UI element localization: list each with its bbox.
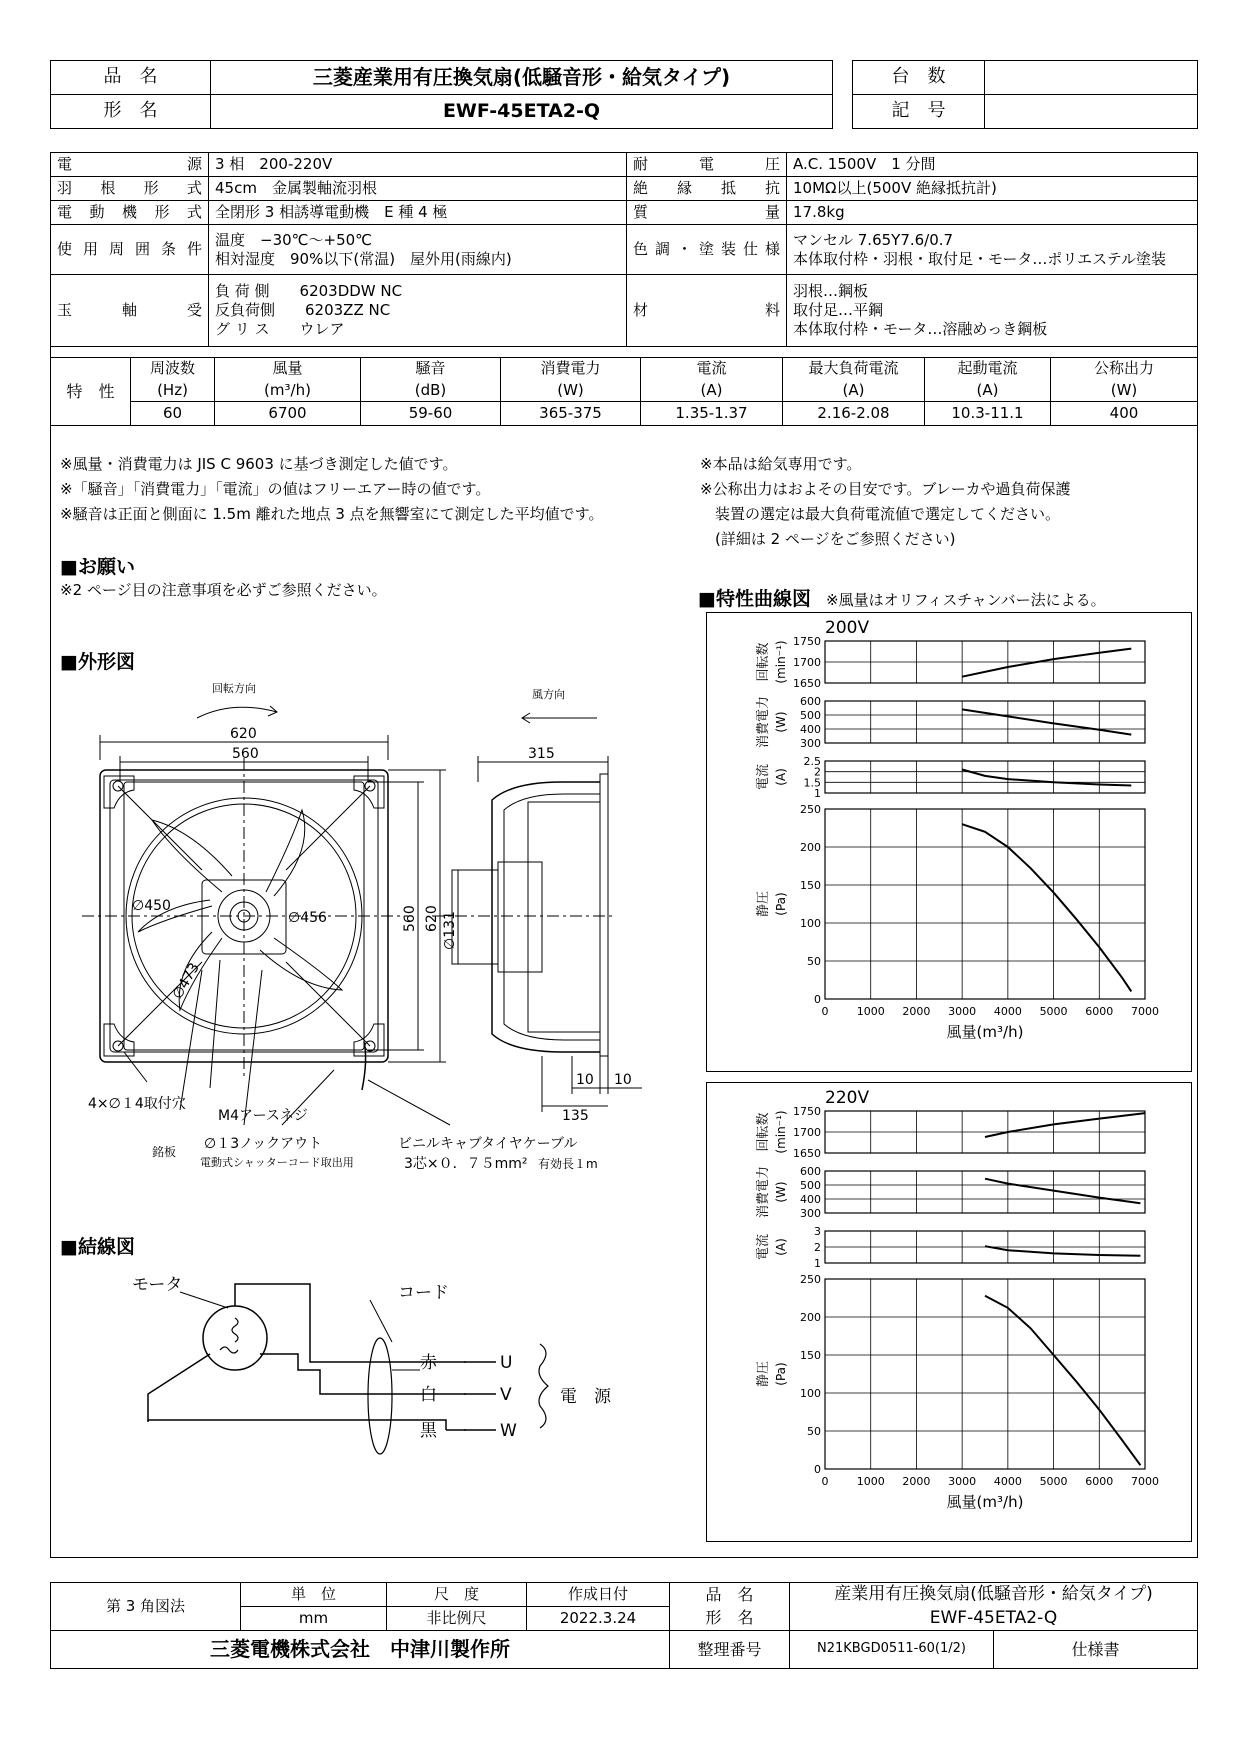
y-axis-unit: (min⁻¹) bbox=[774, 1110, 788, 1154]
perf-h1: 風量 bbox=[215, 358, 361, 380]
dim-620-side: 620 bbox=[424, 905, 440, 932]
x-tick-label: 4000 bbox=[993, 1005, 1022, 1018]
panel-frame bbox=[825, 1171, 1145, 1213]
y-axis-label: 回転数 bbox=[756, 642, 771, 682]
label-earth: M4アースネジ bbox=[218, 1108, 308, 1124]
perf-h2: (m³/h) bbox=[215, 380, 361, 402]
terminal-u: U bbox=[500, 1353, 513, 1373]
y-tick-label: 1750 bbox=[793, 635, 821, 648]
label-nameplate: 銘板 bbox=[152, 1145, 177, 1159]
date-value: 2022.3.24 bbox=[527, 1607, 670, 1631]
y-axis-label: 消費電力 bbox=[756, 695, 771, 749]
unit-value: mm bbox=[241, 1607, 387, 1631]
kigo-value bbox=[985, 95, 1198, 129]
dim-135: 135 bbox=[562, 1108, 589, 1124]
wiring-motor-label: モータ bbox=[132, 1275, 183, 1295]
y-axis-label: 静圧 bbox=[756, 890, 771, 918]
shitsuryo-value: 17.8kg bbox=[787, 201, 1198, 225]
wire-black: 黒 bbox=[420, 1421, 437, 1441]
perf-h1: 最大負荷電流 bbox=[783, 358, 925, 380]
y-tick-label: 250 bbox=[800, 803, 821, 816]
y-axis-unit: (A) bbox=[774, 1238, 788, 1256]
x-tick-label: 0 bbox=[821, 1475, 829, 1488]
onegai-text: ※2 ページ目の注意事項を必ずご参照ください。 bbox=[60, 581, 387, 599]
env-label: 使用周囲条件 bbox=[51, 225, 209, 275]
x-tick-label: 0 bbox=[821, 1005, 829, 1018]
perf-value: 59-60 bbox=[361, 402, 501, 426]
series-line bbox=[985, 1296, 1140, 1466]
dim-315: 315 bbox=[528, 746, 555, 762]
taidenatsu-value: A.C. 1500V 1 分間 bbox=[787, 153, 1198, 177]
y-tick-label: 200 bbox=[800, 1311, 821, 1324]
hinmei-label: 品 名 bbox=[51, 61, 211, 95]
chart-220v-box bbox=[706, 1082, 1192, 1542]
color-value-munsell: マンセル 7.65Y7.6/0.7 bbox=[793, 230, 954, 249]
perf-h2: (A) bbox=[783, 380, 925, 402]
note-line: (詳細は 2 ページをご参照ください) bbox=[700, 530, 956, 548]
kessen-title: ■結線図 bbox=[60, 1236, 135, 1258]
x-tick-label: 4000 bbox=[993, 1475, 1022, 1488]
note-line: ※公称出力はおよその目安です。ブレーカや過負荷保護 bbox=[700, 480, 1071, 498]
projection: 第 3 角図法 bbox=[51, 1583, 241, 1631]
y-tick-label: 150 bbox=[800, 879, 821, 892]
x-axis-label: 風量(m³/h) bbox=[946, 1493, 1024, 1511]
panel-frame bbox=[825, 701, 1145, 743]
y-tick-label: 500 bbox=[800, 709, 821, 722]
note-line: 装置の選定は最大負荷電流値で選定してください。 bbox=[700, 505, 1061, 523]
color-value-coating: 本体取付枠・羽根・取付足・モータ…ポリエステル塗装 bbox=[793, 249, 1167, 268]
perf-value: 2.16-2.08 bbox=[783, 402, 925, 426]
company-name: 三菱電機株式会社 中津川製作所 bbox=[51, 1631, 670, 1669]
y-tick-label: 2 bbox=[814, 1241, 821, 1254]
material-label: 材料 bbox=[627, 275, 787, 347]
y-tick-label: 100 bbox=[800, 1387, 821, 1400]
header-count-table bbox=[852, 60, 1198, 129]
material-foot: 取付足…平鋼 bbox=[793, 301, 884, 320]
dim-450: ∅450 bbox=[132, 898, 171, 914]
y-axis-label: 回転数 bbox=[756, 1112, 771, 1152]
date-label: 作成日付 bbox=[527, 1583, 670, 1607]
env-value-temp: 温度 −30℃〜+50℃ bbox=[215, 230, 373, 249]
y-tick-label: 0 bbox=[814, 1463, 821, 1476]
panel-frame bbox=[825, 1279, 1145, 1469]
chart-title: 200V bbox=[825, 618, 870, 638]
motor-value: 全閉形 3 相誘導電動機 E 種 4 極 bbox=[209, 201, 627, 225]
x-tick-label: 5000 bbox=[1039, 1005, 1068, 1018]
dim-560-top: 560 bbox=[232, 746, 259, 762]
series-line bbox=[985, 1113, 1145, 1137]
bearing-grease: グ リ ス ウレア bbox=[215, 319, 345, 338]
perf-value: 1.35-1.37 bbox=[641, 402, 783, 426]
dim-456: ∅456 bbox=[288, 910, 327, 926]
footer-table bbox=[50, 1582, 1198, 1669]
footer-hinmei-value: 産業用有圧換気扇(低騒音形・給気タイプ) bbox=[790, 1583, 1198, 1607]
x-tick-label: 1000 bbox=[856, 1475, 885, 1488]
y-tick-label: 1 bbox=[814, 1257, 821, 1270]
panel-frame bbox=[825, 809, 1145, 999]
note-line: ※風量・消費電力は JIS C 9603 に基づき測定した値です。 bbox=[60, 455, 458, 473]
y-axis-unit: (W) bbox=[774, 1181, 788, 1203]
footer-katamei-value: EWF-45ETA2-Q bbox=[790, 1607, 1198, 1631]
katamei-label: 形 名 bbox=[51, 95, 211, 129]
y-tick-label: 1650 bbox=[793, 1147, 821, 1160]
env-value bbox=[209, 225, 627, 275]
bearing-label: 玉軸受 bbox=[51, 275, 209, 347]
label-knockout: ∅１3ノックアウト bbox=[204, 1136, 323, 1152]
chart-200v bbox=[707, 613, 1191, 1071]
perf-value: 60 bbox=[131, 402, 215, 426]
wind-label: 風方向 bbox=[532, 688, 565, 701]
x-tick-label: 6000 bbox=[1085, 1475, 1114, 1488]
y-tick-label: 600 bbox=[800, 695, 821, 708]
kigo-label: 記 号 bbox=[853, 95, 985, 129]
tokusei-note: ※風量はオリフィスチャンバー法による。 bbox=[826, 591, 1106, 609]
unit-label: 単 位 bbox=[241, 1583, 387, 1607]
y-tick-label: 300 bbox=[800, 1207, 821, 1220]
perf-h1: 騒音 bbox=[361, 358, 501, 380]
bearing-load-side: 負 荷 側 6203DDW NC bbox=[215, 282, 403, 301]
dim-620-top: 620 bbox=[230, 726, 257, 742]
dim-10b: 10 bbox=[614, 1072, 632, 1088]
material-frame: 本体取付枠・モータ…溶融めっき鋼板 bbox=[793, 319, 1048, 338]
series-line bbox=[985, 1246, 1140, 1256]
x-tick-label: 6000 bbox=[1085, 1005, 1114, 1018]
y-tick-label: 1.5 bbox=[803, 776, 821, 790]
y-tick-label: 1700 bbox=[793, 1126, 821, 1139]
perf-h1: 周波数 bbox=[131, 358, 215, 380]
note-line: ※騒音は正面と側面に 1.5m 離れた地点 3 点を無響室にて測定した平均値です。 bbox=[60, 505, 604, 523]
scale-label: 尺 度 bbox=[387, 1583, 527, 1607]
perf-value: 6700 bbox=[215, 402, 361, 426]
perf-h2: (A) bbox=[641, 380, 783, 402]
y-axis-unit: (W) bbox=[774, 711, 788, 733]
dim-473: ∅473 bbox=[169, 960, 203, 1002]
label-cable-len: 有効長１m bbox=[538, 1157, 598, 1171]
y-axis-unit: (Pa) bbox=[774, 1362, 788, 1386]
rotation-arrow bbox=[197, 707, 277, 718]
label-cable: ビニルキャブタイヤケーブル bbox=[398, 1136, 578, 1152]
perf-h2: (W) bbox=[1051, 380, 1198, 402]
x-tick-label: 7000 bbox=[1131, 1475, 1159, 1488]
y-axis-label: 消費電力 bbox=[756, 1165, 771, 1219]
perf-table bbox=[50, 357, 1198, 426]
perf-h2: (Hz) bbox=[131, 380, 215, 402]
tokusei-title: ■特性曲線図 bbox=[698, 588, 811, 610]
model-name: EWF-45ETA2-Q bbox=[211, 95, 833, 129]
panel-frame bbox=[825, 761, 1145, 793]
perf-value: 400 bbox=[1051, 402, 1198, 426]
y-tick-label: 1 bbox=[814, 787, 821, 800]
dim-10a: 10 bbox=[576, 1072, 594, 1088]
taidenatsu-label: 耐電圧 bbox=[627, 153, 787, 177]
y-tick-label: 150 bbox=[800, 1349, 821, 1362]
chart-200v-box bbox=[706, 612, 1192, 1072]
scale-value: 非比例尺 bbox=[387, 1607, 527, 1631]
dim-560-side: 560 bbox=[402, 905, 418, 932]
y-tick-label: 3 bbox=[814, 1225, 821, 1238]
dengen-label: 電源 bbox=[51, 153, 209, 177]
gaikei-title: ■外形図 bbox=[60, 651, 135, 673]
dengen-value: 3 相 200-220V bbox=[209, 153, 627, 177]
perf-value: 365-375 bbox=[501, 402, 641, 426]
x-tick-label: 2000 bbox=[902, 1005, 931, 1018]
chart-title: 220V bbox=[825, 1088, 870, 1108]
y-tick-label: 2 bbox=[814, 765, 821, 779]
x-tick-label: 3000 bbox=[948, 1475, 977, 1488]
notes-right bbox=[700, 452, 1070, 552]
series-line bbox=[962, 824, 1131, 991]
series-line bbox=[985, 1179, 1140, 1204]
x-tick-label: 2000 bbox=[902, 1475, 931, 1488]
y-tick-label: 100 bbox=[800, 917, 821, 930]
product-name: 三菱産業用有圧換気扇(低騒音形・給気タイプ) bbox=[211, 61, 833, 95]
note-line: ※本品は給気専用です。 bbox=[700, 455, 862, 473]
series-line bbox=[962, 709, 1131, 734]
daisu-label: 台 数 bbox=[853, 61, 985, 95]
wiring-cord-label: コード bbox=[398, 1283, 449, 1303]
y-tick-label: 500 bbox=[800, 1179, 821, 1192]
footer-hinmei-label: 品 名 bbox=[670, 1583, 790, 1607]
perf-value: 10.3-11.1 bbox=[925, 402, 1051, 426]
wiring-diagram bbox=[120, 1270, 640, 1470]
y-axis-label: 静圧 bbox=[756, 1360, 771, 1388]
y-tick-label: 1750 bbox=[793, 1105, 821, 1118]
y-tick-label: 300 bbox=[800, 737, 821, 750]
power-label: 電 源 bbox=[560, 1387, 611, 1407]
x-tick-label: 3000 bbox=[948, 1005, 977, 1018]
motor-symbol bbox=[203, 1306, 267, 1370]
footer-katamei-label: 形 名 bbox=[670, 1607, 790, 1631]
color-label: 色調・塗装仕様 bbox=[627, 225, 787, 275]
y-axis-label: 電流 bbox=[756, 763, 771, 791]
y-axis-label: 電流 bbox=[756, 1233, 771, 1261]
color-value bbox=[787, 225, 1198, 275]
chart-220v bbox=[707, 1083, 1191, 1541]
x-tick-label: 5000 bbox=[1039, 1475, 1068, 1488]
perf-h1: 公称出力 bbox=[1051, 358, 1198, 380]
y-tick-label: 1700 bbox=[793, 656, 821, 669]
onegai-title: ■お願い bbox=[60, 556, 135, 578]
side-housing bbox=[492, 782, 600, 1052]
material-value bbox=[787, 275, 1198, 347]
doc-type: 仕様書 bbox=[994, 1631, 1198, 1669]
series-line bbox=[962, 649, 1131, 677]
y-tick-label: 600 bbox=[800, 1165, 821, 1178]
y-tick-label: 2.5 bbox=[803, 755, 821, 768]
y-tick-label: 50 bbox=[807, 1425, 821, 1438]
y-tick-label: 0 bbox=[814, 993, 821, 1006]
terminal-v: V bbox=[500, 1385, 512, 1405]
y-tick-label: 1650 bbox=[793, 677, 821, 690]
outline-drawing bbox=[52, 670, 682, 1180]
seiri-value: N21KBGD0511-60(1/2) bbox=[790, 1631, 994, 1669]
y-tick-label: 200 bbox=[800, 841, 821, 854]
perf-h2: (dB) bbox=[361, 380, 501, 402]
daisu-value bbox=[985, 61, 1198, 95]
hane-value: 45cm 金属製軸流羽根 bbox=[209, 177, 627, 201]
x-tick-label: 7000 bbox=[1131, 1005, 1159, 1018]
label-cable-spec: 3芯×０．７５mm² bbox=[404, 1156, 528, 1172]
label-shutter: 電動式シャッターコード取出用 bbox=[200, 1156, 354, 1169]
dim-131: ∅131 bbox=[442, 911, 458, 950]
y-axis-unit: (Pa) bbox=[774, 892, 788, 916]
note-line: ※「騒音」「消費電力」「電流」の値はフリーエアー時の値です。 bbox=[60, 480, 491, 498]
perf-h1: 起動電流 bbox=[925, 358, 1051, 380]
y-tick-label: 250 bbox=[800, 1273, 821, 1286]
y-axis-unit: (A) bbox=[774, 768, 788, 786]
tokusei-header bbox=[698, 584, 1106, 611]
wire-red: 赤 bbox=[420, 1353, 437, 1373]
y-tick-label: 400 bbox=[800, 723, 821, 736]
bearing-value bbox=[209, 275, 627, 347]
hane-label: 羽根形式 bbox=[51, 177, 209, 201]
seiri-label: 整理番号 bbox=[670, 1631, 790, 1669]
notes-left bbox=[60, 452, 603, 527]
zetsuen-value: 10MΩ以上(500V 絶縁抵抗計) bbox=[787, 177, 1198, 201]
x-axis-label: 風量(m³/h) bbox=[946, 1023, 1024, 1041]
x-tick-label: 1000 bbox=[856, 1005, 885, 1018]
terminal-w: W bbox=[500, 1421, 517, 1441]
shitsuryo-label: 質量 bbox=[627, 201, 787, 225]
header-table bbox=[50, 60, 833, 129]
wire-white: 白 bbox=[420, 1385, 437, 1405]
y-tick-label: 50 bbox=[807, 955, 821, 968]
label-holes: 4×∅１4取付穴 bbox=[88, 1096, 186, 1112]
perf-h1: 電流 bbox=[641, 358, 783, 380]
rotation-label: 回転方向 bbox=[212, 682, 256, 695]
side-flange bbox=[600, 774, 608, 1056]
zetsuen-label: 絶縁抵抗 bbox=[627, 177, 787, 201]
perf-h2: (A) bbox=[925, 380, 1051, 402]
perf-h2: (W) bbox=[501, 380, 641, 402]
env-value-humidity: 相対湿度 90%以下(常温) 屋外用(雨線内) bbox=[215, 249, 512, 268]
perf-h1: 消費電力 bbox=[501, 358, 641, 380]
perf-label: 特 性 bbox=[51, 358, 131, 426]
motor-label: 電動機形式 bbox=[51, 201, 209, 225]
material-blade: 羽根…鋼板 bbox=[793, 282, 869, 301]
spec-table bbox=[50, 152, 1198, 347]
bearing-anti-load-side: 反負荷側 6203ZZ NC bbox=[215, 301, 391, 320]
y-tick-label: 400 bbox=[800, 1193, 821, 1206]
y-axis-unit: (min⁻¹) bbox=[774, 640, 788, 684]
